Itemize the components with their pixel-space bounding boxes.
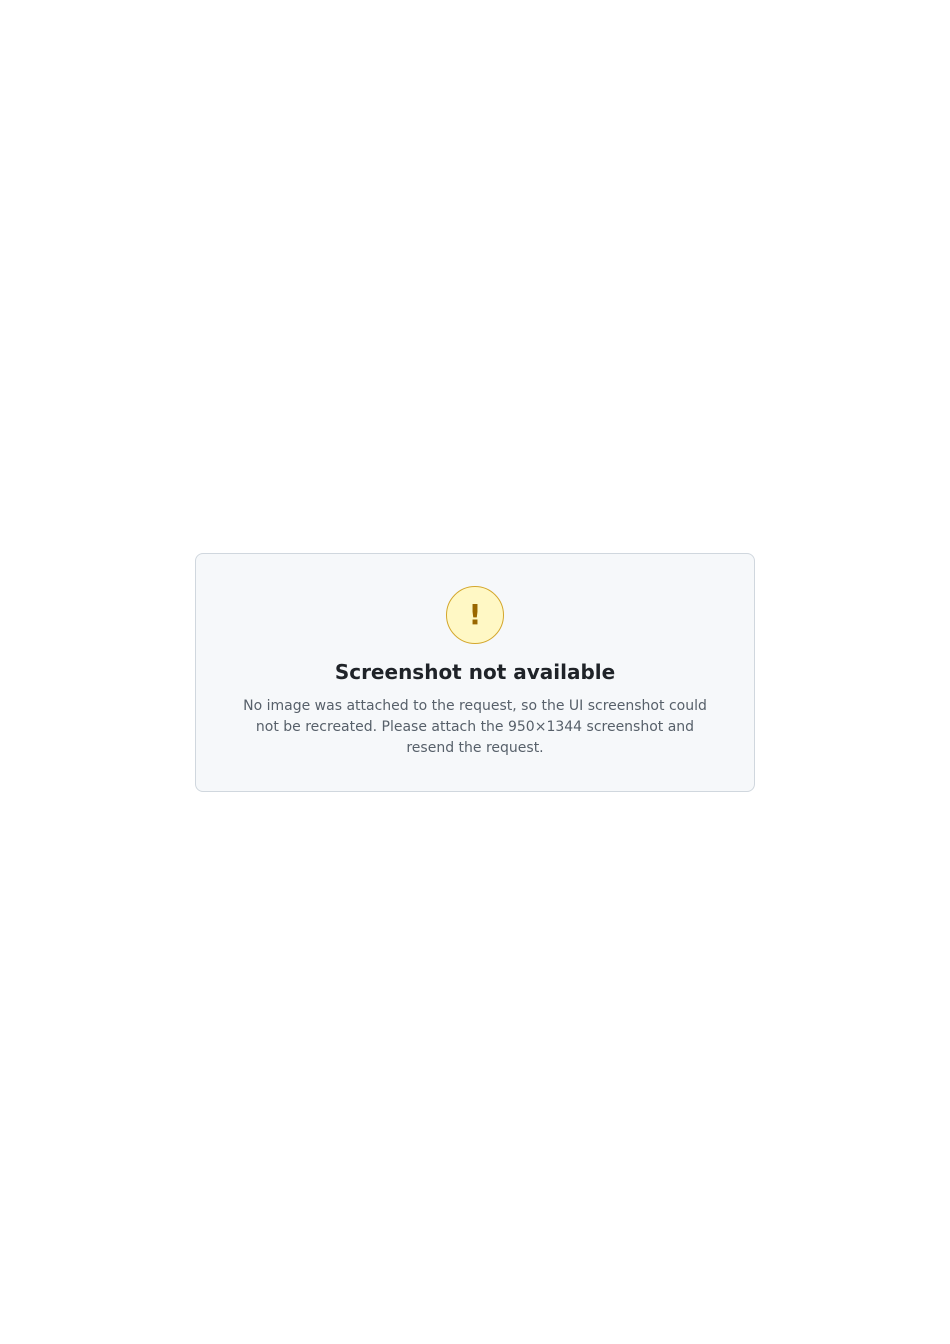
missing-image-notice (195, 553, 755, 792)
warning-icon: ! (446, 586, 504, 644)
notice-message: No image was attached to the request, so the UI screenshot could not be recreated. Please attach the 950×1344 screenshot and resend the request. (243, 697, 707, 756)
notice-title: Screenshot not available (334, 659, 616, 684)
